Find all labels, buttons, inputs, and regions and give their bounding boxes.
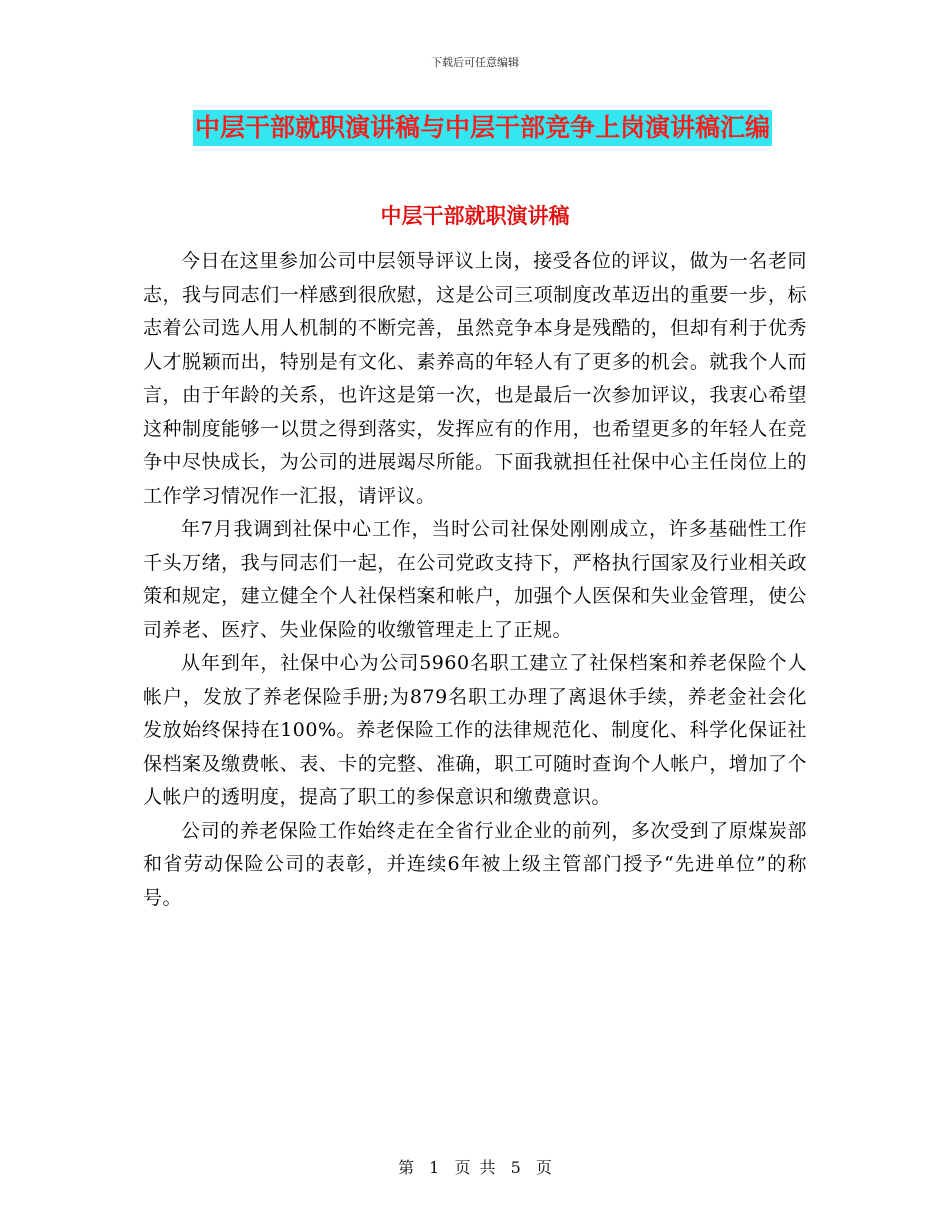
section-title: 中层干部就职演讲稿 [380, 204, 570, 228]
document-title-container [193, 110, 772, 146]
document-title: 中层干部就职演讲稿与中层干部竞争上岗演讲稿汇编 [193, 110, 772, 146]
footer-prefix: 第 [398, 1158, 415, 1177]
document-body [143, 245, 807, 915]
paragraph: 年7月我调到社保中心工作，当时公司社保处刚刚成立，许多基础性工作千头万绪，我与同志们一起，在公司党政支持下，严格执行国家及行业相关政策和规定，建立健全个人社保档案和帐户，加强个人医保和失业金管理，使公司养老、医疗、失业保险的收缴管理走上了正规。 [143, 518, 807, 641]
footer-suffix: 页 [535, 1158, 552, 1177]
paragraph: 从年到年，社保中心为公司5960名职工建立了社保档案和养老保险个人帐户，发放了养老保险手册;为879名职工办理了离退休手续，养老金社会化发放始终保持在100%。养老保险工作的法律规范化、制度化、科学化保证社保档案及缴费帐、表、卡的完整、准确，职工可随时查询个人帐户，增加了个人帐户的透明度，提高了职工的参保意识和缴费意识。 [143, 652, 807, 808]
footer-middle: 页 共 [454, 1158, 496, 1177]
header-note: 下载后可任意编辑 [431, 56, 519, 69]
page-footer [0, 1155, 950, 1178]
paragraph: 今日在这里参加公司中层领导评议上岗，接受各位的评议，做为一名老同志，我与同志们一样感到很欣慰，这是公司三项制度改革迈出的重要一步，标志着公司选人用人机制的不断完善，虽然竞争本身是残酷的，但却有利于优秀人才脱颖而出，特别是有文化、素养高的年轻人有了更多的机会。就我个人而言，由于年龄的关系，也许这是第一次，也是最后一次参加评议，我衷心希望这种制度能够一以贯之得到落实，发挥应有的作用，也希望更多的年轻人在竞争中尽快成长，为公司的进展竭尽所能。下面我就担任社保中心主任岗位上的工作学习情况作一汇报，请评议。 [143, 250, 807, 507]
footer-total-pages: 5 [510, 1158, 521, 1177]
paragraph: 公司的养老保险工作始终走在全省行业企业的前列，多次受到了原煤炭部和省劳动保险公司的表彰，并连续6年被上级主管部门授予“先进单位”的称号。 [143, 819, 807, 909]
footer-page-number: 1 [429, 1158, 440, 1177]
